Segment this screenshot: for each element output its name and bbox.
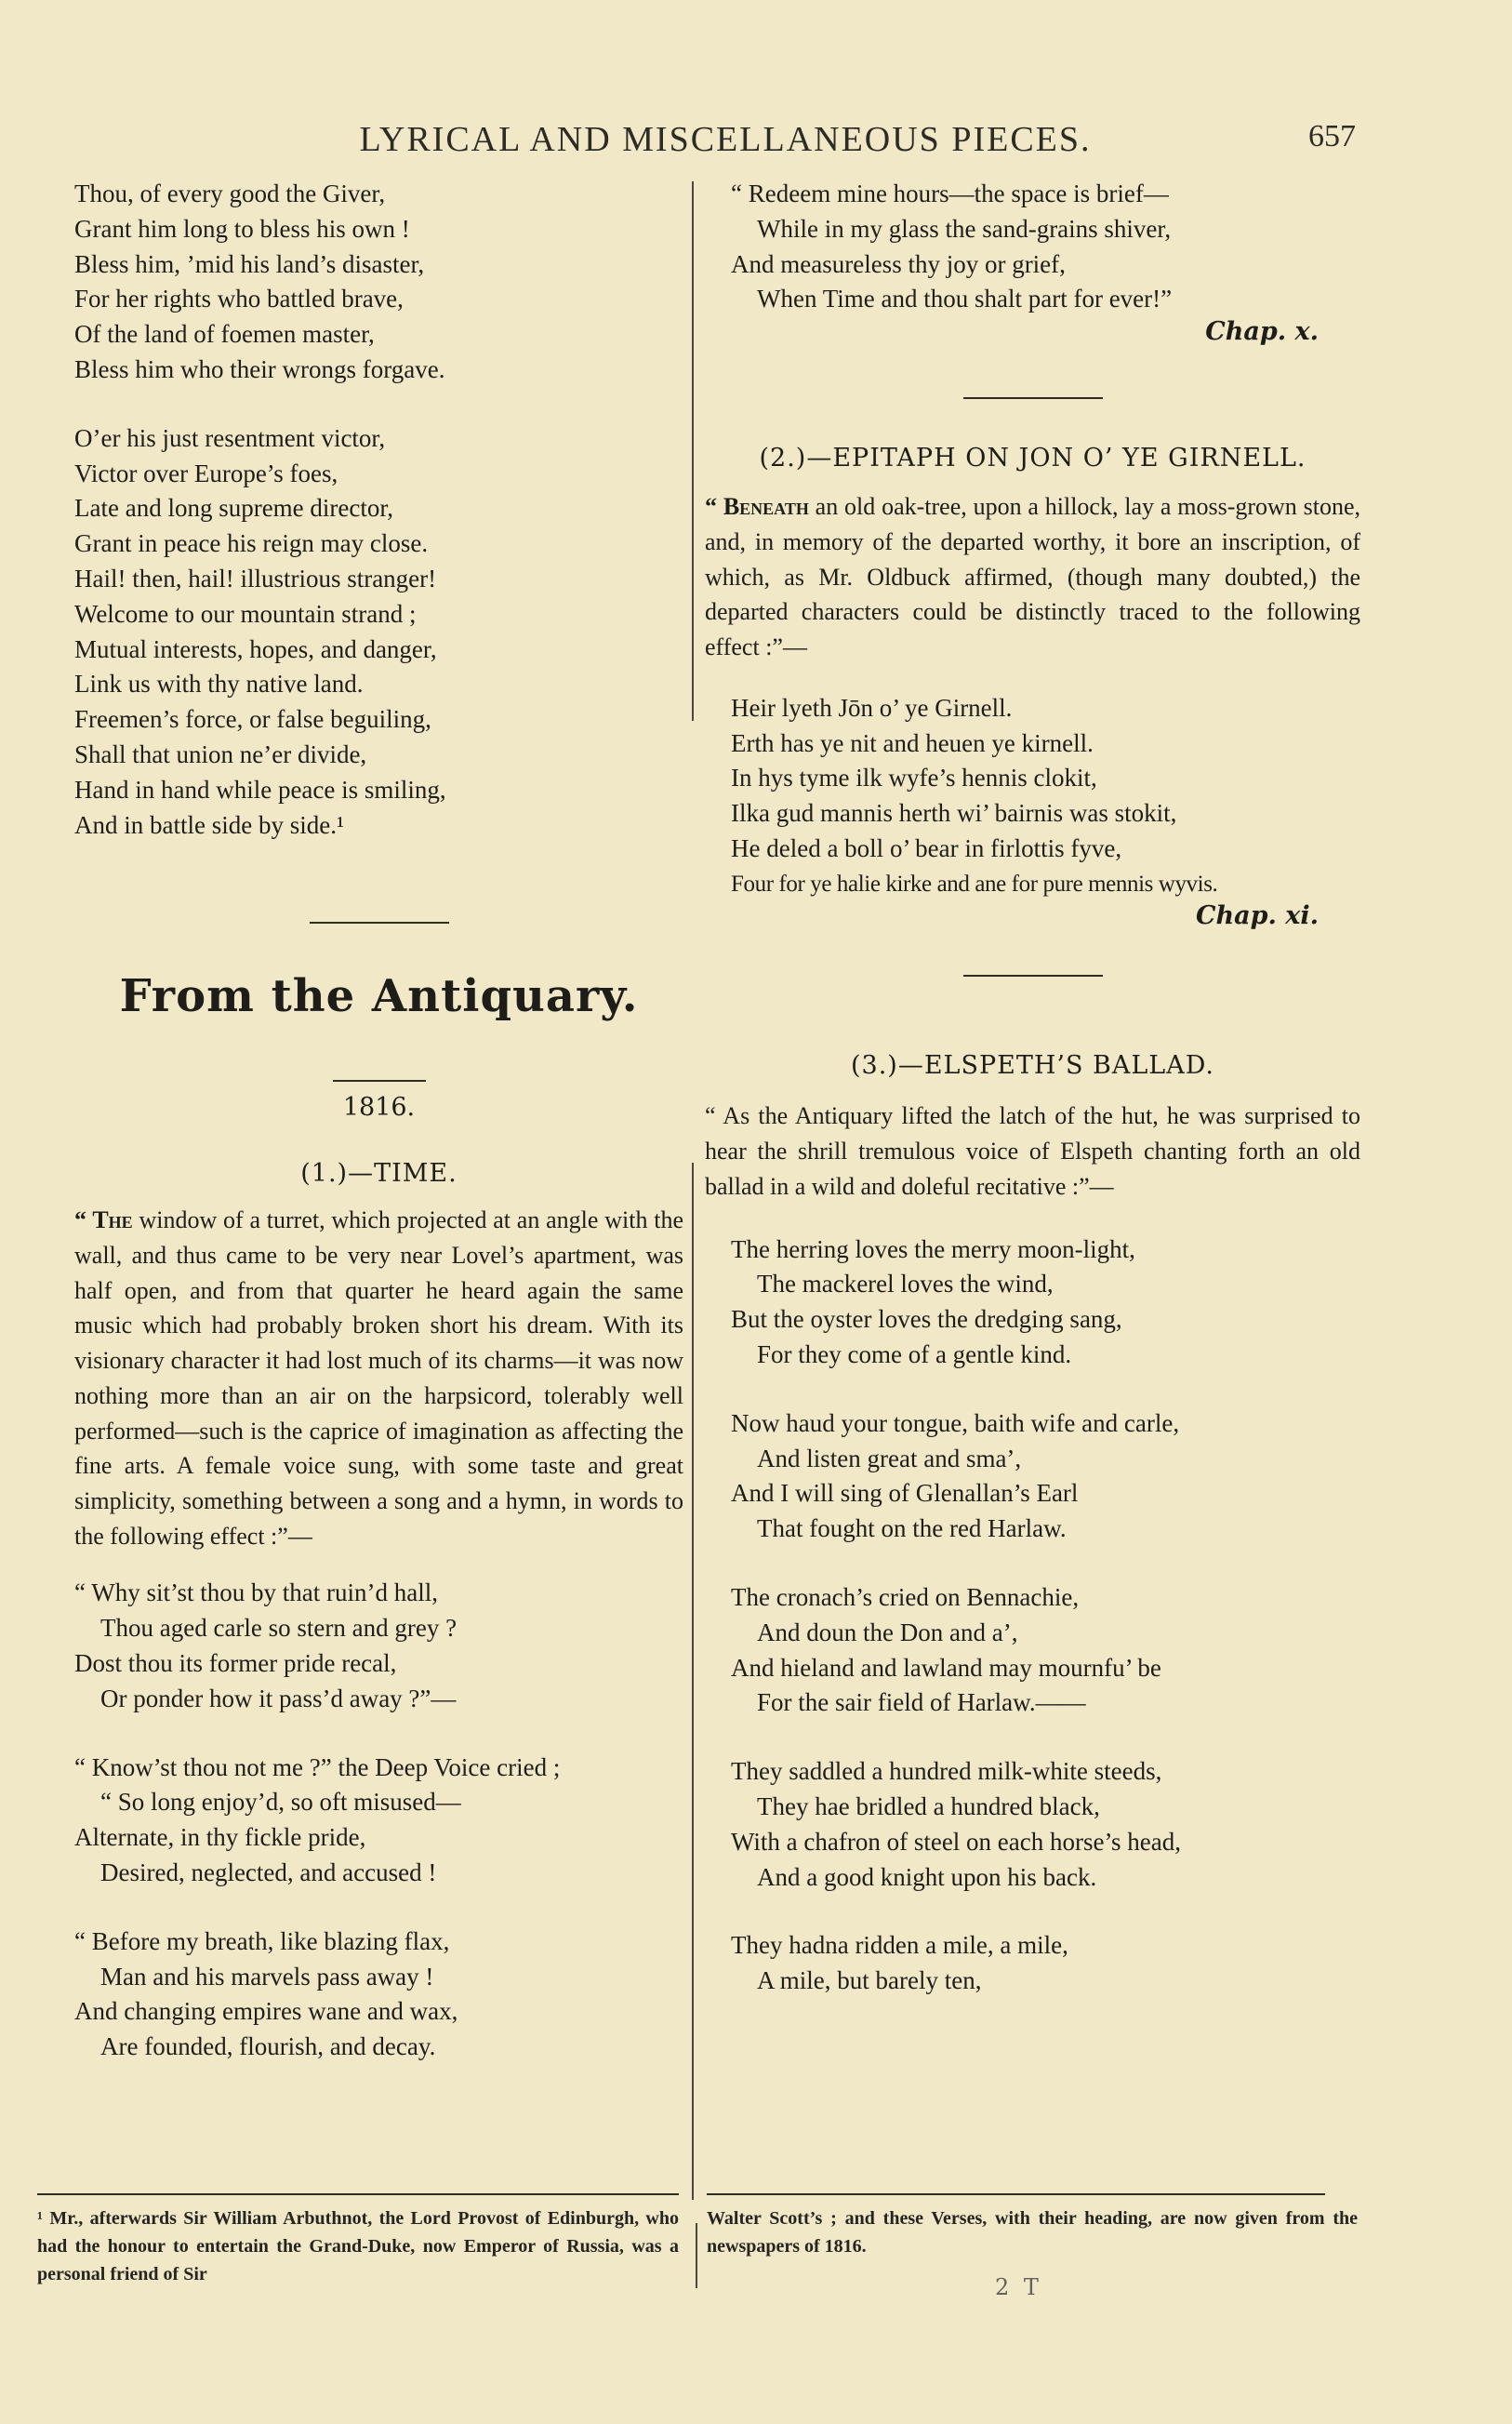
- column-divider-footnote: [696, 2223, 697, 2288]
- verse-line: And in battle side by side.¹: [74, 810, 345, 839]
- verse-line: That fought on the red Harlaw.: [757, 1514, 1067, 1543]
- footnote-rule-right: [707, 2193, 1325, 2195]
- verse-line: Or ponder how it pass’d away ?”—: [100, 1684, 457, 1712]
- page-header: [0, 119, 1512, 175]
- verse-line: And changing empires wane and wax,: [74, 1997, 458, 2026]
- verse-line: For her rights who battled brave,: [74, 285, 404, 313]
- verse-line: “ Before my breath, like blazing flax,: [74, 1926, 450, 1955]
- verse-line: A mile, but barely ten,: [757, 1966, 982, 1995]
- footnote-rule-left: [37, 2193, 679, 2195]
- verse-line: With a chafron of steel on each horse’s head,: [731, 1827, 1181, 1856]
- right-column: [705, 177, 1360, 1999]
- verse-line: He deled a boll o’ bear in firlottis fyve,: [731, 833, 1122, 862]
- verse-line: Now haud your tongue, baith wife and carle,: [731, 1408, 1180, 1437]
- verse-line: Four for ye halie kirke and ane for pure mennis wyvis.: [731, 871, 1218, 897]
- time-verse-4: [705, 177, 1360, 317]
- year: 1816.: [342, 1093, 416, 1123]
- verse-line: Are founded, flourish, and decay.: [100, 2032, 436, 2061]
- time-verse-1: [74, 1576, 683, 1716]
- verse-line: Thou, of every good the Giver,: [74, 180, 386, 207]
- epitaph-verse: [705, 691, 1360, 902]
- verse-line: Bless him, ’mid his land’s disaster,: [74, 249, 425, 278]
- verse-line: Dost thou its former pride recal,: [74, 1648, 397, 1677]
- verse-line: And doun the Don and a’,: [757, 1618, 1018, 1646]
- verse-line: The herring loves the merry moon-light,: [731, 1234, 1135, 1263]
- ballad-prose: “ As the Antiquary lifted the latch of the hut, he was surprised to hear the shrill tremulous voice of Elspeth chanting forth an old ballad in a wild and doleful recitative :”—: [705, 1102, 1360, 1200]
- prose-lead: “ Beneath: [705, 493, 809, 521]
- year-rule: [333, 1080, 426, 1082]
- time-verse-3: [74, 1925, 683, 2065]
- epitaph-reference: Chap. xi.: [1195, 901, 1319, 931]
- section-title: From the Antiquary.: [119, 970, 639, 1023]
- verse-line: Hand in hand while peace is smiling,: [74, 775, 446, 804]
- verse-line: Of the land of foemen master,: [74, 320, 375, 349]
- verse-line: For they come of a gentle kind.: [757, 1339, 1072, 1368]
- verse-line: Man and his marvels pass away !: [100, 1962, 434, 1991]
- verse-line: Grant him long to bless his own !: [74, 214, 410, 243]
- verse-line: While in my glass the sand-grains shiver,: [757, 214, 1172, 243]
- verse-line: Grant in peace his reign may close.: [74, 529, 429, 558]
- verse-line: For the sair field of Harlaw.——: [757, 1688, 1086, 1717]
- verse-line: O’er his just resentment victor,: [74, 423, 386, 452]
- verse-line: Victor over Europe’s foes,: [74, 459, 338, 487]
- verse-line: And hieland and lawland may mournfu’ be: [731, 1653, 1161, 1682]
- verse-line: They hadna ridden a mile, a mile,: [731, 1931, 1068, 1960]
- verse-line: Freemen’s force, or false beguiling,: [74, 705, 431, 734]
- heading-epitaph: (2.)—EPITAPH ON JON O’ YE GIRNELL.: [759, 444, 1306, 473]
- ballad-stanza-2: [705, 1406, 1360, 1547]
- heading-ballad: (3.)—ELSPETH’S BALLAD.: [850, 1051, 1215, 1081]
- ballad-stanza-3: [705, 1580, 1360, 1721]
- verse-line: Late and long supreme director,: [74, 494, 394, 523]
- verse-line: Alternate, in thy fickle pride,: [74, 1823, 366, 1852]
- heading-time: (1.)—TIME.: [300, 1159, 458, 1189]
- verse-line: Hail! then, hail! illustrious stranger!: [74, 564, 437, 593]
- epitaph-prose: [705, 489, 1360, 665]
- verse-line: Welcome to our mountain strand ;: [74, 599, 417, 628]
- ballad-stanza-4: [705, 1754, 1360, 1895]
- verse-line: “ Redeem mine hours—the space is brief—: [731, 180, 1169, 207]
- time-reference: Chap. x.: [1205, 317, 1319, 347]
- verse-line: “ So long enjoy’d, so oft misused—: [100, 1788, 461, 1817]
- verse-line: “ Know’st thou not me ?” the Deep Voice cried ;: [74, 1752, 561, 1781]
- verse-line: And measureless thy joy or grief,: [731, 249, 1066, 278]
- prose-lead: “ The: [74, 1206, 133, 1234]
- ballad-stanza-1: [705, 1232, 1360, 1373]
- verse-line: Thou aged carle so stern and grey ?: [100, 1614, 458, 1643]
- page-number: 657: [1308, 119, 1356, 153]
- printer-signature: 2 T: [995, 2274, 1042, 2300]
- verse-line: And listen great and sma’,: [757, 1444, 1022, 1472]
- verse-line: They hae bridled a hundred black,: [757, 1791, 1100, 1820]
- poem-stanza-2: [74, 421, 683, 844]
- column-divider-middle: [692, 1163, 694, 2200]
- verse-line: When Time and thou shalt part for ever!”: [757, 285, 1173, 313]
- running-title: LYRICAL AND MISCELLANEOUS PIECES.: [359, 120, 1092, 159]
- verse-line: And I will sing of Glenallan’s Earl: [731, 1479, 1079, 1508]
- verse-line: And a good knight upon his back.: [757, 1862, 1097, 1891]
- verse-line: Mutual interests, hopes, and danger,: [74, 634, 437, 663]
- verse-line: In hys tyme ilk wyfe’s hennis clokit,: [731, 764, 1097, 792]
- verse-line: Desired, neglected, and accused !: [100, 1858, 437, 1886]
- column-divider-top: [692, 181, 694, 721]
- verse-line: The cronach’s cried on Bennachie,: [731, 1582, 1080, 1611]
- verse-line: Link us with thy native land.: [74, 670, 364, 699]
- verse-line: They saddled a hundred milk-white steeds,: [731, 1757, 1162, 1786]
- verse-line: Bless him who their wrongs forgave.: [74, 354, 445, 383]
- time-prose: [74, 1203, 683, 1553]
- poem-stanza-1: [74, 177, 683, 388]
- verse-line: Ilka gud mannis herth wi’ bairnis was stokit,: [731, 799, 1177, 828]
- verse-line: Shall that union ne’er divide,: [74, 739, 367, 768]
- verse-line: But the oyster loves the dredging sang,: [731, 1305, 1122, 1334]
- footnote-left: ¹ Mr., afterwards Sir William Arbuthnot, the Lord Provost of Edinburgh, who had the honour to entertain the Grand-Duke, now Emperor of Russia, was a personal friend of Sir: [37, 2208, 679, 2284]
- footnote-right: Walter Scott’s ; and these Verses, with their heading, are now given from the newspapers of 1816.: [707, 2208, 1358, 2257]
- verse-line: Erth has ye nit and heuen ye kirnell.: [731, 728, 1094, 757]
- verse-line: The mackerel loves the wind,: [757, 1270, 1054, 1299]
- prose-text: window of a turret, which projected at an angle with the wall, and thus came to be very near Lovel’s apartment, was half open, and from that quarter he heard again the same music which had probably broken short his dream. With its visionary character it had lost much of its charms—it was now nothing more than an air on the harpsicord, tolerably well performed—such is the caprice of imagination as affecting the fine arts. A female voice sung, with some taste and great simplicity, something between a song and a hymn, in words to the following effect :”—: [74, 1206, 683, 1550]
- left-column: [74, 177, 683, 2065]
- verse-line: Heir lyeth Jōn o’ ye Girnell.: [731, 693, 1013, 722]
- prose-text: an old oak-tree, upon a hillock, lay a moss-grown stone, and, in memory of the departed worthy, it bore an inscription, of which, as Mr. Oldbuck affirmed, (though many doubted,) the departed characters could be distinctly traced to the following effect :”—: [705, 493, 1360, 660]
- verse-line: “ Why sit’st thou by that ruin’d hall,: [74, 1578, 438, 1607]
- ballad-stanza-5: [705, 1928, 1360, 1999]
- time-verse-2: [74, 1751, 683, 1891]
